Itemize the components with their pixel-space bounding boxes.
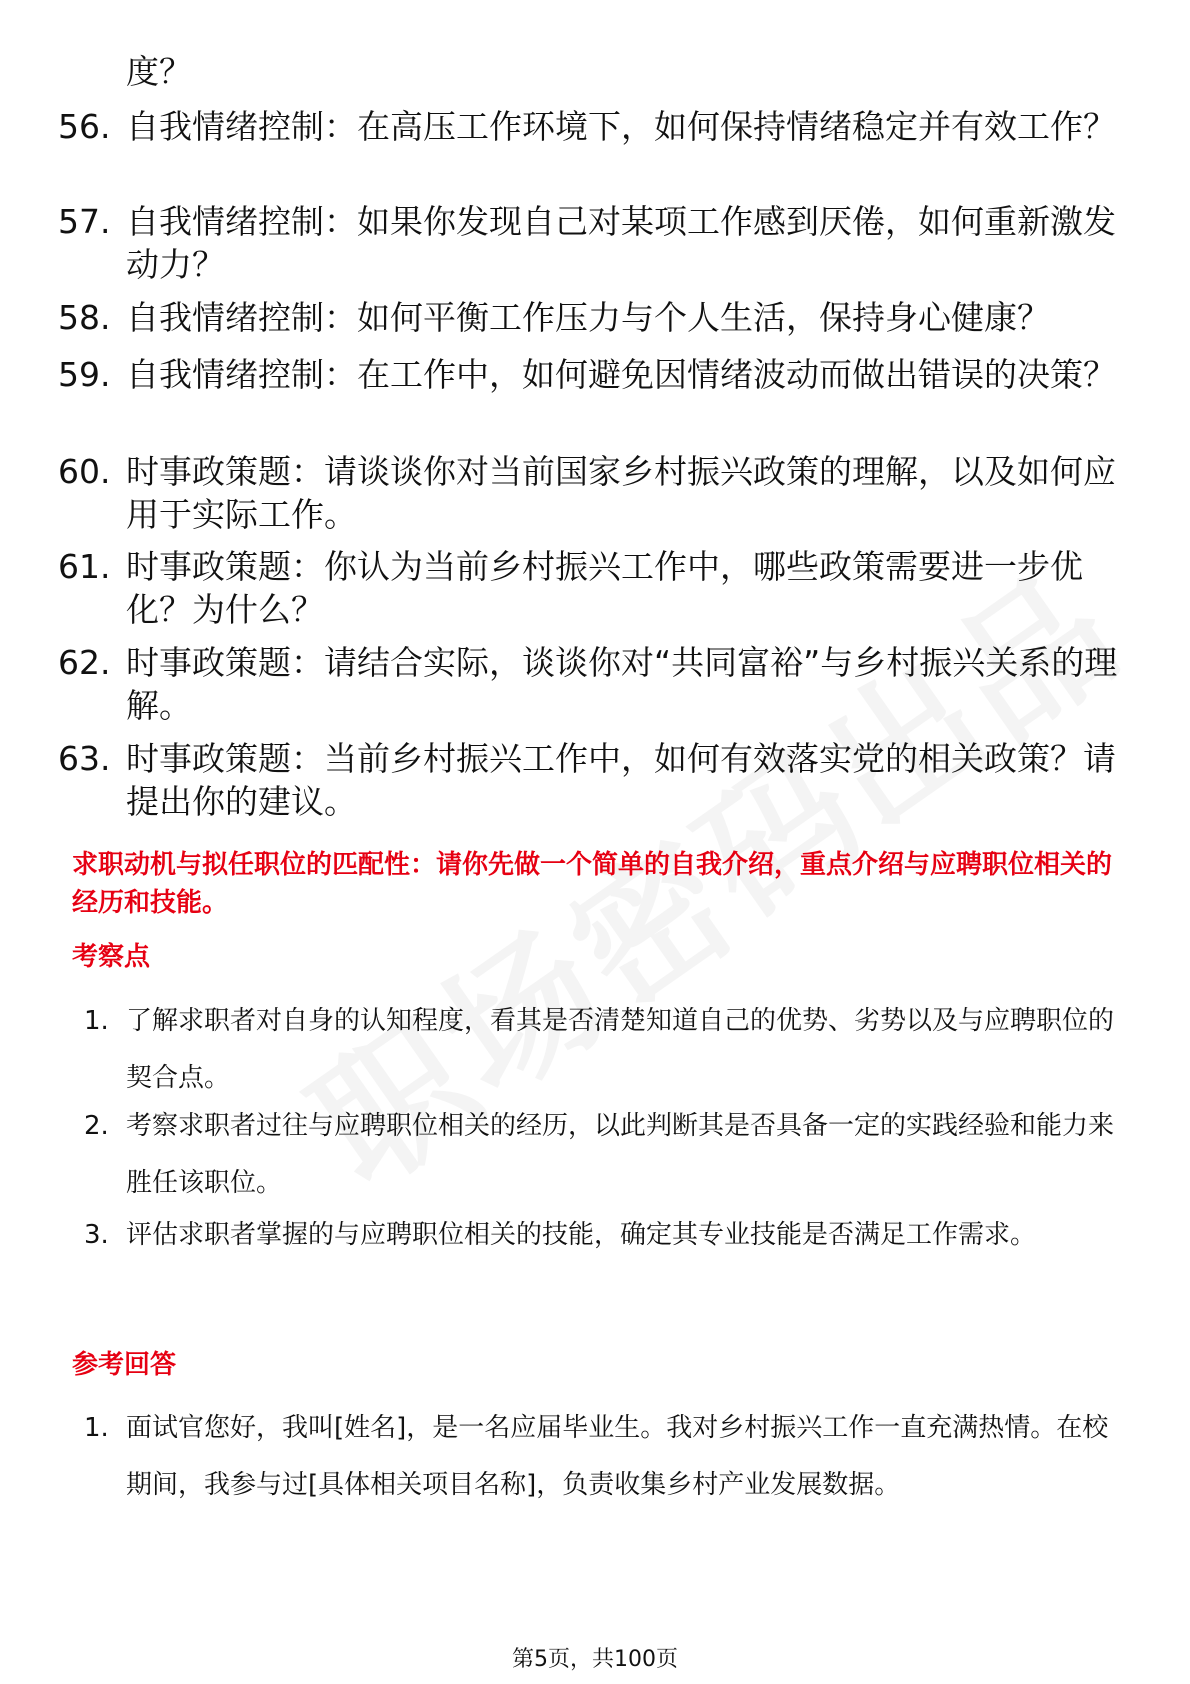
- answer-text: 面试官您好，我叫[姓名]，是一名应届毕业生。我对乡村振兴工作一直充满热情。在校期间，我参与过[具体相关项目名称]，负责收集乡村产业发展数据。: [126, 1413, 1109, 1500]
- question-text: 时事政策题：请结合实际，谈谈你对“共同富裕”与乡村振兴关系的理解。: [126, 643, 1118, 725]
- question-item: [58, 545, 1138, 631]
- question-number: 61.: [58, 547, 111, 586]
- question-text: 自我情绪控制：如何平衡工作压力与个人生活，保持身心健康？: [126, 298, 1050, 337]
- question-number: 59.: [58, 355, 111, 394]
- question-item: [58, 450, 1138, 536]
- page-footer: 第5页，共100页: [512, 1647, 678, 1672]
- question-item: [58, 296, 1138, 339]
- question-text: 自我情绪控制：在工作中，如何避免因情绪波动而做出错误的决策？: [126, 355, 1116, 394]
- question-number: 63.: [58, 739, 111, 778]
- question-item: [58, 200, 1138, 286]
- point-text: 考察求职者过往与应聘职位相关的经历，以此判断其是否具备一定的实践经验和能力来胜任该职位。: [126, 1111, 1115, 1198]
- question-text: 时事政策题：请谈谈你对当前国家乡村振兴政策的理解，以及如何应用于实际工作。: [126, 452, 1116, 534]
- question-number: 57.: [58, 202, 111, 241]
- point-number: 2.: [84, 1111, 109, 1141]
- question-item: [58, 641, 1138, 727]
- question-number: 58.: [58, 298, 111, 337]
- section-heading: 求职动机与拟任职位的匹配性：请你先做一个简单的自我介绍，重点介绍与应聘职位相关的经历和技能。: [72, 850, 1113, 918]
- question-item: [58, 105, 1138, 148]
- question-number: 62.: [58, 643, 111, 682]
- point-number: 3.: [84, 1220, 109, 1250]
- answer-number: 1.: [84, 1413, 109, 1443]
- question-text: 自我情绪控制：在高压工作环境下，如何保持情绪稳定并有效工作？: [126, 107, 1116, 146]
- question-item: [58, 737, 1138, 823]
- point-number: 1.: [84, 1006, 109, 1036]
- point-text: 了解求职者对自身的认知程度，看其是否清楚知道自己的优势、劣势以及与应聘职位的契合点。: [126, 1006, 1115, 1093]
- question-text: 自我情绪控制：如果你发现自己对某项工作感到厌倦，如何重新激发动力？: [126, 202, 1116, 284]
- point-text: 评估求职者掌握的与应聘职位相关的技能，确定其专业技能是否满足工作需求。: [126, 1220, 1037, 1250]
- question-text: 时事政策题：你认为当前乡村振兴工作中，哪些政策需要进一步优化？为什么？: [126, 547, 1083, 629]
- point-item: [84, 1207, 1124, 1264]
- point-item: [84, 993, 1124, 1107]
- continuation-text: 度？: [126, 52, 192, 91]
- question-text: 时事政策题：当前乡村振兴工作中，如何有效落实党的相关政策？请提出你的建议。: [126, 739, 1116, 821]
- point-item: [84, 1098, 1124, 1212]
- answer-title: 参考回答: [72, 1350, 177, 1380]
- question-number: 60.: [58, 452, 111, 491]
- question-number: 56.: [58, 107, 111, 146]
- answer-item: [84, 1400, 1124, 1514]
- question-item: [58, 353, 1138, 396]
- points-title: 考察点: [72, 942, 151, 972]
